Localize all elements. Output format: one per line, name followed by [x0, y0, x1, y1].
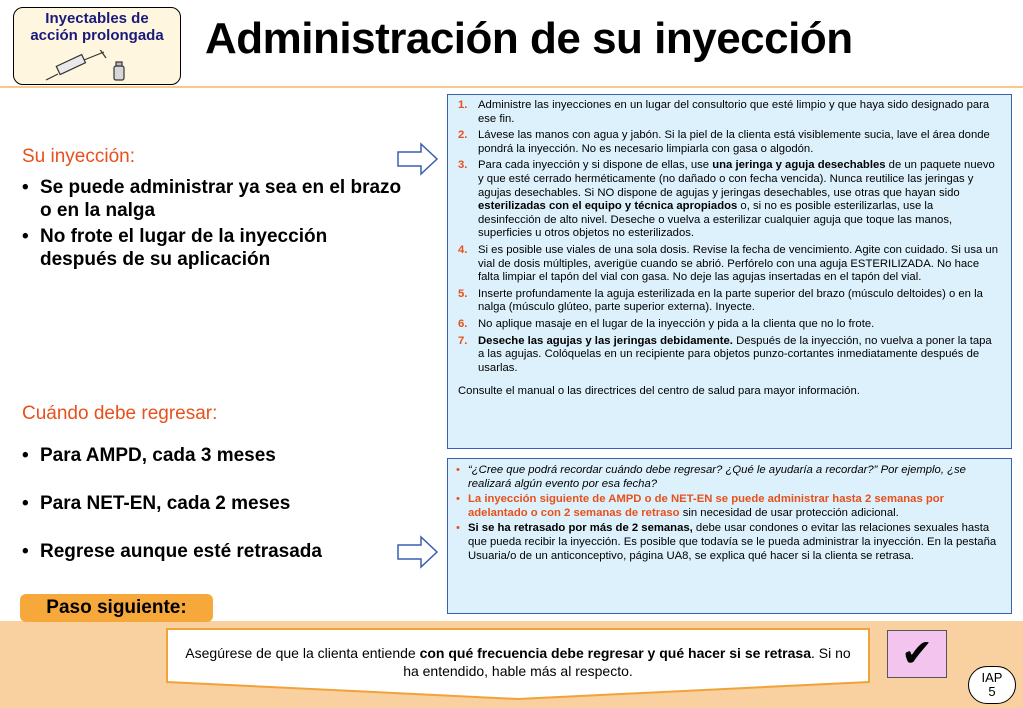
note-emphasis: La inyección siguiente de AMPD o de NET-EN se puede administrar hasta 2 semanas por adelantado o con 2 semanas de retraso — [468, 493, 945, 519]
step-number: 1. — [458, 99, 468, 111]
arrow-right-icon — [397, 535, 439, 569]
checkbox[interactable] — [887, 630, 947, 678]
list-item — [458, 335, 999, 376]
tab-code: IAP — [981, 670, 1003, 685]
list-item: • No frote el lugar de la inyección después de su aplicación — [22, 225, 402, 271]
note-text: “¿Cree que podrá recordar cuándo debe regresar? ¿Qué le ayudaría a recordar?” Por ejemplo, ¿se realizará algún evento por esa fecha? — [468, 464, 966, 490]
callout-text — [180, 644, 856, 680]
step-number: 6. — [458, 317, 468, 330]
callout-emphasis: con qué frecuencia debe regresar y qué hacer si se retrasa — [419, 645, 811, 661]
checkmark-icon: ✔ — [901, 633, 933, 675]
note-emphasis: Si se ha retrasado por más de 2 semanas, — [468, 522, 693, 535]
list-item — [456, 493, 997, 520]
step-number: 4. — [458, 243, 468, 256]
step-text: de un paquete nuevo y que esté cerrado herméticamente (no dañado o con fecha vencida). Nunca reutilice las jeringas y agujas desechables. Si NO dispone de agujas y jeringas desechables, use otras que hayan sido — [478, 159, 995, 199]
notes-box — [447, 458, 1012, 614]
list-item — [458, 244, 999, 285]
step-text: Administre las inyecciones en un lugar del consultorio que esté limpio y que haya sido designado para ese fin. — [478, 99, 990, 125]
injection-bullets — [22, 176, 402, 274]
badge-line-1: Inyectables de — [45, 10, 149, 27]
step-text: Si es posible use viales de una sola dosis. Revise la fecha de vencimiento. Agite con cuidado. Si usa un vial de dosis múltiples, averigüe cuando se abrió. Perfórelo con una aguja ESTERILIZADA. No hace falta limpiar el tapón del vial con gasa. No deje las agujas insertadas en el tapón del vial. — [478, 243, 998, 284]
vial-icon — [114, 62, 124, 80]
list-item — [458, 288, 999, 315]
category-badge — [13, 7, 181, 85]
step-emphasis: una jeringa y aguja desechables — [712, 159, 886, 172]
step-text: Después de la inyección, no vuelva a poner la tapa a las agujas. Colóquelas en un recipiente para objetos punzo-cortantes inmediatamente después de usarlas. — [478, 334, 992, 374]
list-item: • Regrese aunque esté retrasada — [22, 540, 322, 563]
steps-footer: Consulte el manual o las directrices del centro de salud para mayor información. — [458, 385, 860, 398]
note-text: sin necesidad de usar protección adicional. — [679, 506, 899, 519]
list-item — [456, 522, 997, 563]
step-text: Inserte profundamente la aguja esterilizada en la parte superior del brazo (músculo deltoides) o en la nalga (músculo glúteo, parte superior externa). Inyecte. — [478, 287, 983, 314]
header — [0, 0, 1023, 88]
arrow-right-icon — [397, 142, 439, 176]
list-item — [458, 129, 999, 156]
step-text: No aplique masaje en el lugar de la inyección y pida a la clienta que no lo frote. — [478, 317, 875, 330]
tab-page-number: 5 — [988, 684, 996, 699]
callout-text-part: Asegúrese de que la clienta entiende — [185, 645, 420, 661]
steps-list — [458, 99, 999, 375]
step-text: Para cada inyección y si dispone de ellas, use — [478, 159, 713, 172]
list-item: • Para AMPD, cada 3 meses — [22, 444, 276, 467]
page-tab-label — [968, 666, 1016, 704]
step-number: 2. — [458, 129, 468, 142]
list-item: • Para NET-EN, cada 2 meses — [22, 492, 290, 515]
list-item — [458, 159, 999, 241]
step-text: Lávese las manos con agua y jabón. Si la piel de la clienta está visiblemente sucia, lave el área donde pondrá la inyección. No es necesario limpiarla con gasa o algodón. — [478, 129, 990, 155]
list-item — [456, 464, 997, 491]
return-heading: Cuándo debe regresar: — [22, 403, 218, 424]
page-title: Administración de su inyección — [205, 14, 853, 63]
list-item: • Se puede administrar ya sea en el brazo o en la nalga — [22, 176, 402, 222]
next-step-label: Paso siguiente: — [20, 594, 213, 622]
step-emphasis: esterilizadas con el equipo y técnica apropiados — [478, 200, 738, 213]
step-emphasis: Deseche las agujas y las jeringas debidamente. — [478, 334, 733, 347]
steps-box — [447, 94, 1012, 449]
callout-text-part: . Si no ha entendido, hable más al respecto. — [403, 645, 851, 679]
badge-label — [14, 10, 180, 44]
notes-list — [456, 464, 997, 563]
list-item — [458, 99, 999, 126]
step-number: 5. — [458, 287, 468, 300]
injection-heading: Su inyección: — [22, 146, 136, 167]
step-text: o, si no es posible esterilizarlas, use la desinfección de alto nivel. Deseche o vuelva a esterilizar cualquier aguja que toque las manos, superficies u otros objetos no esterilizados. — [478, 200, 953, 240]
badge-line-2: acción prolongada — [30, 27, 164, 44]
list-item — [458, 318, 999, 332]
step-number: 3. — [458, 159, 468, 172]
syringe-icon — [44, 50, 154, 84]
note-text: debe usar condones o evitar las relaciones sexuales hasta que pueda recibir la inyección. Es posible que todavía se le pueda administrar la inyección. En la pestaña Usuaria/o de un anticonceptivo, página UA8, se explica qué hacer si la clienta se retrasa. — [468, 522, 997, 562]
step-number: 7. — [458, 334, 468, 347]
